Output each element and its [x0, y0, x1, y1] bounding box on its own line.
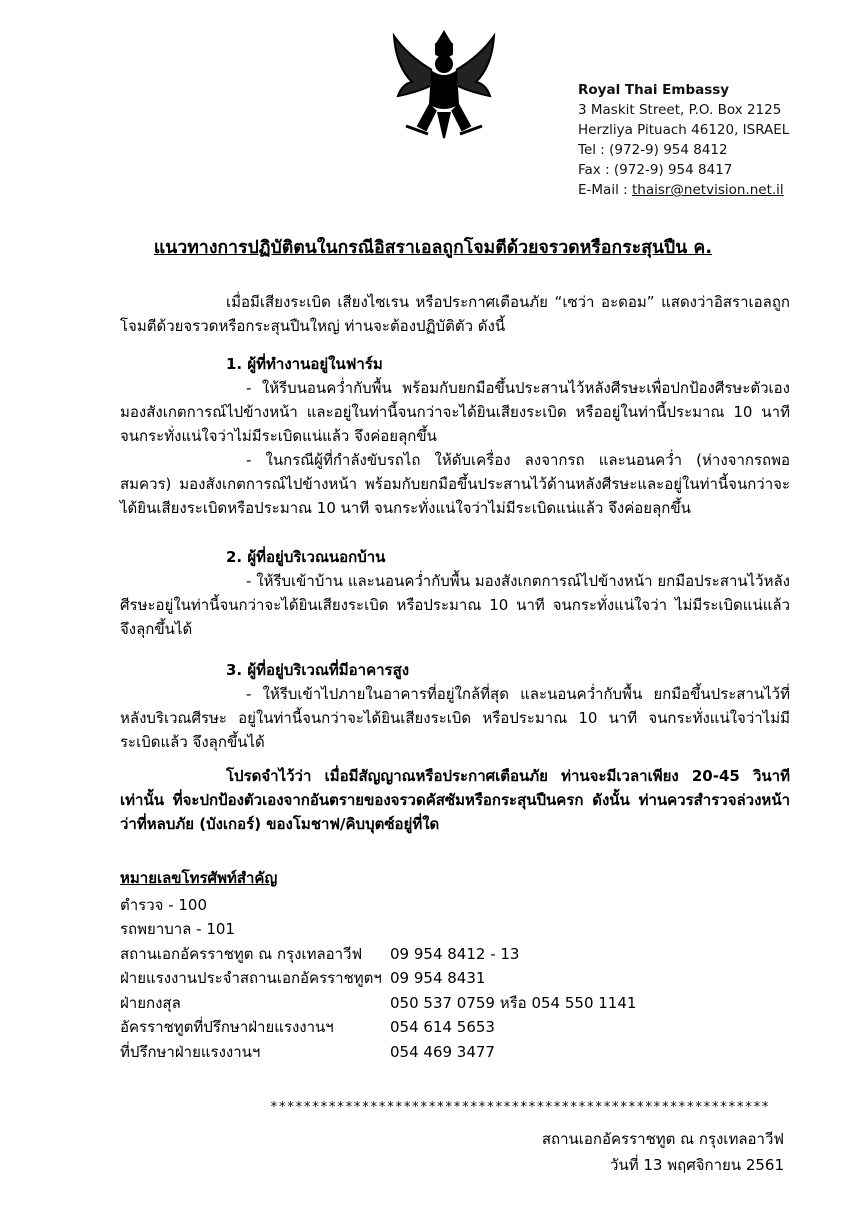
- section-farm: [120, 352, 790, 520]
- phone-number: 09 954 8431: [390, 969, 486, 987]
- signature-org: สถานเอกอัครราชทูต ณ กรุงเทลอาวีฟ: [541, 1130, 784, 1148]
- phone-row: [120, 991, 720, 1016]
- signature-date: วันที่ 13 พฤศจิกายน 2561: [610, 1156, 784, 1174]
- garuda-emblem-icon: [388, 26, 500, 142]
- fax: Fax : (972-9) 954 8417: [578, 162, 733, 178]
- section-heading: 1. ผู้ที่ทำงานอยู่ในฟาร์ม: [226, 355, 383, 373]
- phone-row: [120, 942, 720, 967]
- phone-row: [120, 966, 720, 991]
- important-phones: [120, 866, 720, 1064]
- phone-label: รถพยาบาล - 101: [120, 920, 235, 938]
- phone-label: อัครราชทูตที่ปรึกษาฝ่ายแรงงานฯ: [120, 1018, 334, 1036]
- document-title: แนวทางการปฏิบัติตนในกรณีอิสราเอลถูกโจมตีด้วยจรวดหรือกระสุนปืน ค.: [153, 238, 713, 258]
- email-label: E-Mail :: [578, 182, 632, 198]
- address-line-1: 3 Maskit Street, P.O. Box 2125: [578, 102, 782, 118]
- phone-row: [120, 917, 720, 942]
- section-buildings: [120, 658, 790, 754]
- phone-row: [120, 1040, 720, 1065]
- phone-number: 054 469 3477: [390, 1042, 495, 1061]
- phone-label: สถานเอกอัครราชทูต ณ กรุงเทลอาวีฟ: [120, 944, 363, 963]
- phone-label: ที่ปรึกษาฝ่ายแรงงานฯ: [120, 1042, 261, 1061]
- reminder-text: โปรดจำไว้ว่า เมื่อมีสัญญาณหรือประกาศเตือนภัย ท่านจะมีเวลาเพียง 20-45 วินาที เท่านั้น ที่จะปกป้องตัวเองจากอันตรายของจรวดคัสซัมหรือกระสุนปืนครก ดังนั้น ท่านควรสำรวจล่วงหน้าว่าที่หลบภัย (บังเกอร์) ของโมชาฟ/คิบบุตซ์อยู่ที่ใด: [120, 767, 790, 833]
- phones-title: หมายเลขโทรศัพท์สำคัญ: [120, 869, 278, 887]
- section-heading: 3. ผู้ที่อยู่บริเวณที่มีอาคารสูง: [226, 661, 410, 679]
- reminder-paragraph: [120, 764, 790, 836]
- phone-row: [120, 1015, 720, 1040]
- separator-line: ************************************************************: [270, 1100, 770, 1115]
- phone-label: ฝ่ายแรงงานประจำสถานเอกอัครราชทูตฯ: [120, 969, 382, 987]
- telephone: Tel : (972-9) 954 8412: [578, 142, 728, 158]
- section-outside: [120, 545, 790, 641]
- embassy-letterhead: [578, 80, 838, 200]
- phone-number: 050 537 0759 หรือ 054 550 1141: [390, 993, 637, 1012]
- email-link[interactable]: thaisr@netvision.net.il: [631, 182, 784, 198]
- phone-label: ฝ่ายกงสุล: [120, 993, 181, 1012]
- section-paragraph: - ให้รีบเข้าไปภายในอาคารที่อยู่ใกล้ที่สุด และนอนคว่ำกับพื้น ยกมือขึ้นประสานไว้ที่หลังบริเวณศีรษะ อยู่ในท่านี้จนกว่าจะได้ยินเสียงระเบิด หรือประมาณ 10 นาที จนกระทั่งแน่ใจว่าไม่มีระเบิดแล้ว จึงลุกขึ้นได้: [120, 685, 790, 751]
- intro-paragraph: [120, 290, 790, 338]
- phone-number: 09 954 8412 - 13: [390, 944, 520, 963]
- intro-text: เมื่อมีเสียงระเบิด เสียงไซเรน หรือประกาศเตือนภัย “เซว่า อะดอม” แสดงว่าอิสราเอลถูกโจมตีด้วยจรวดหรือกระสุนปืนใหญ่ ท่านจะต้องปฏิบัติตัว ดังนี้: [120, 293, 790, 335]
- section-paragraph: - ให้รีบเข้าบ้าน และนอนคว่ำกับพื้น มองสังเกตการณ์ไปข้างหน้า ยกมือประสานไว้หลังศีรษะอยู่ในท่านี้จนกว่าจะได้ยินเสียงระเบิด หรือประมาณ 10 นาที จนกระทั่งแน่ใจว่า ไม่มีระเบิดแน่แล้ว จึงลุกขึ้นได้: [120, 572, 790, 638]
- email-line: [578, 180, 838, 200]
- section-paragraph: - ให้รีบนอนคว่ำกับพื้น พร้อมกับยกมือขึ้นประสานไว้หลังศีรษะเพื่อปกป้องศีรษะตัวเอง มองสังเกตการณ์ไปข้างหน้า และอยู่ในท่านี้จนกว่าจะได้ยินเสียงระเบิด หรืออยู่ในท่านี้ประมาณ 10 นาที จนกระทั่งแน่ใจว่าไม่มีระเบิดแน่แล้ว จึงค่อยลุกขึ้น: [120, 379, 790, 445]
- phone-label: ตำรวจ - 100: [120, 895, 208, 914]
- address-line-2: Herzliya Pituach 46120, ISRAEL: [578, 122, 790, 138]
- section-heading: 2. ผู้ที่อยู่บริเวณนอกบ้าน: [226, 548, 386, 566]
- embassy-name: Royal Thai Embassy: [578, 82, 730, 98]
- signature-block: [534, 1126, 784, 1178]
- phone-number: 054 614 5653: [390, 1018, 495, 1036]
- phone-row: [120, 893, 720, 918]
- section-paragraph: - ในกรณีผู้ที่กำลังขับรถไถ ให้ดับเครื่อง ลงจากรถ และนอนคว่ำ (ห่างจากรถพอสมควร) มองสังเกตการณ์ไปข้างหน้า พร้อมกับยกมือขึ้นประสานไว้ด้านหลังศีรษะและอยู่ในท่านี้จนกว่าจะได้ยินเสียงระเบิดหรือประมาณ 10 นาที จนกระทั่งแน่ใจว่าไม่มีระเบิดแน่แล้ว จึงค่อยลุกขึ้น: [120, 451, 790, 517]
